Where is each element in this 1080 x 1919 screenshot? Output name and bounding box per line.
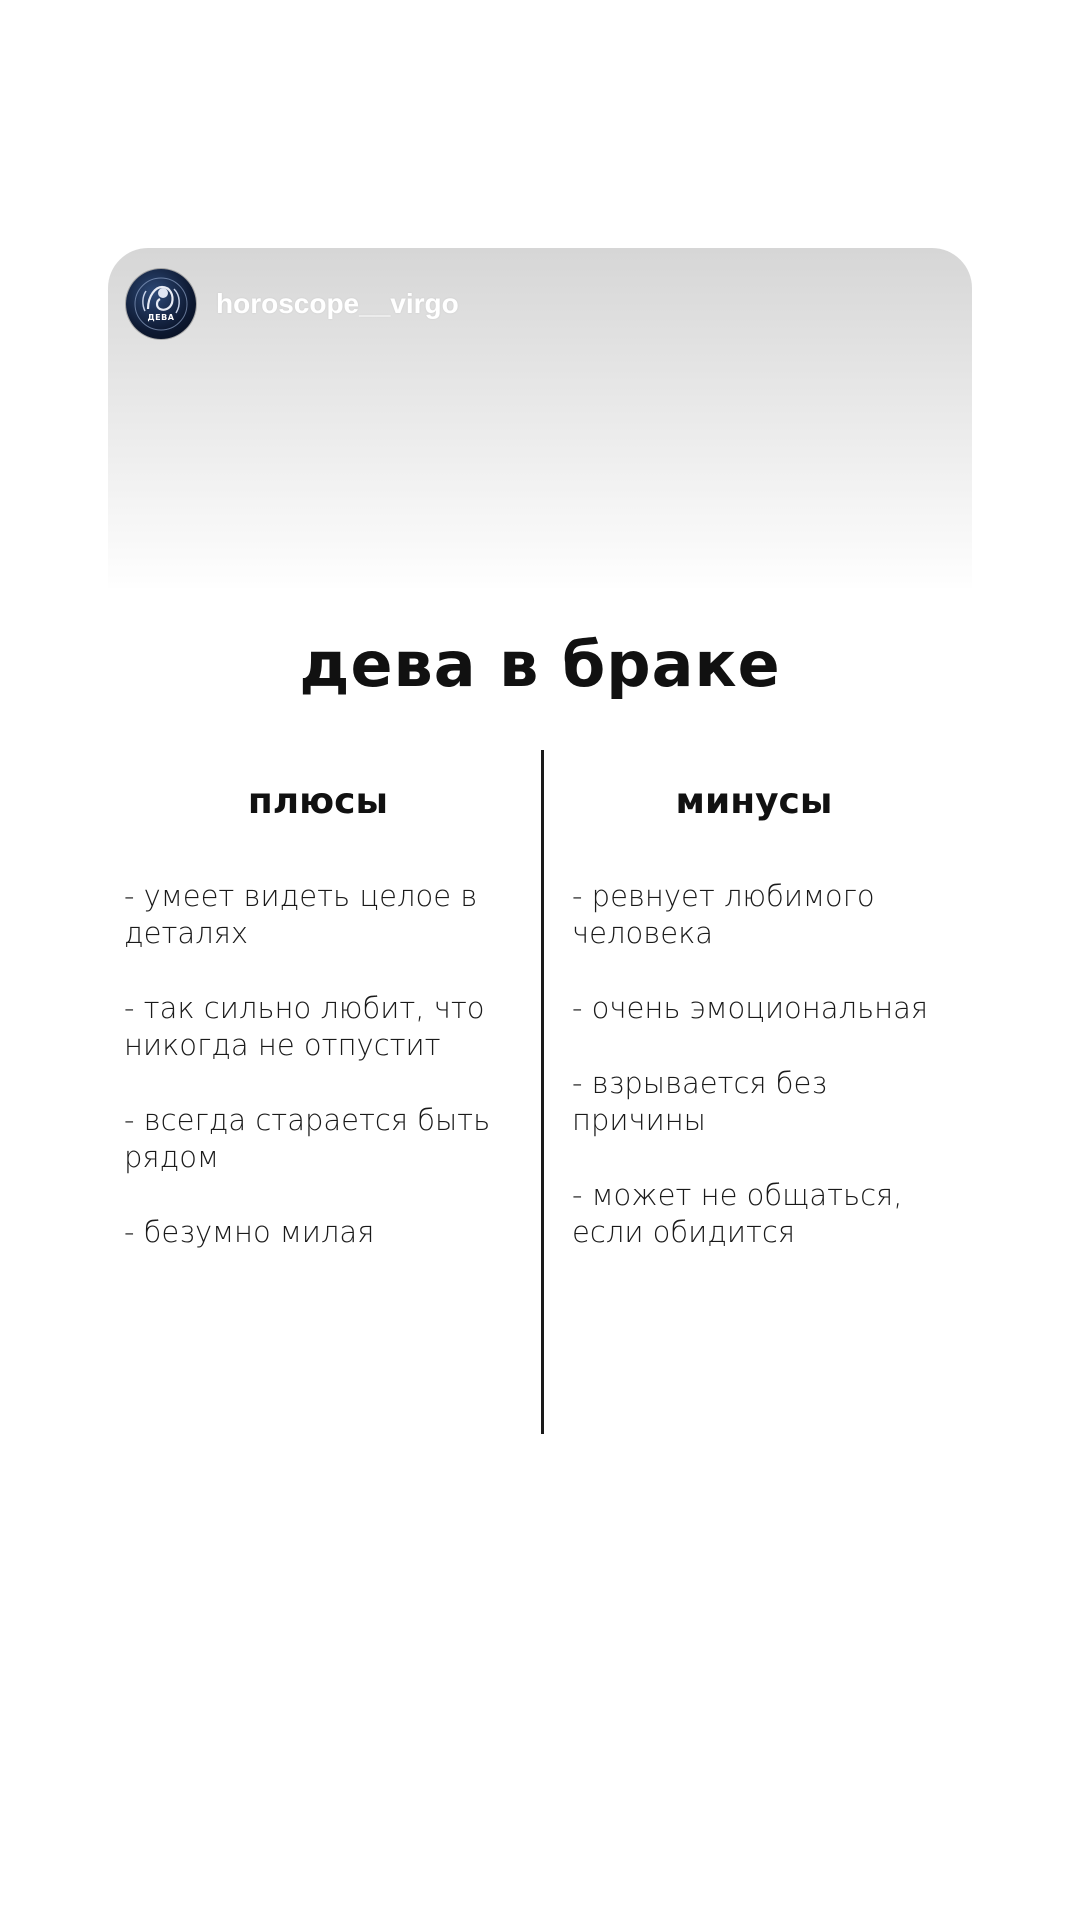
column-divider [541, 750, 544, 1434]
post-image [108, 588, 972, 1919]
post-title: дева в браке [299, 628, 781, 701]
cons-item: - взрывается без причины [572, 1066, 828, 1137]
pros-item: - всегда старается быть рядом [124, 1103, 491, 1174]
story-username[interactable]: horoscope__virgo [216, 288, 459, 319]
cons-item: - ревнует любимого человека [572, 879, 875, 950]
pros-item: - безумно милая [124, 1215, 375, 1249]
pros-item: - умеет видеть целое в деталях [124, 879, 478, 950]
story-header [126, 268, 459, 340]
cons-list [572, 878, 962, 1289]
cons-item: - очень эмоциональная [572, 991, 929, 1025]
virgo-avatar-icon [126, 269, 196, 339]
avatar[interactable] [126, 269, 196, 339]
cons-heading: минусы [675, 781, 833, 822]
avatar-label: ДЕВА [147, 313, 175, 322]
pros-item: - так сильно любит, что никогда не отпустит [124, 991, 485, 1062]
pros-heading: плюсы [247, 781, 389, 822]
pros-list [124, 878, 529, 1289]
story-card[interactable] [108, 248, 972, 1919]
cons-item: - может не общаться, если обидится [572, 1178, 903, 1249]
